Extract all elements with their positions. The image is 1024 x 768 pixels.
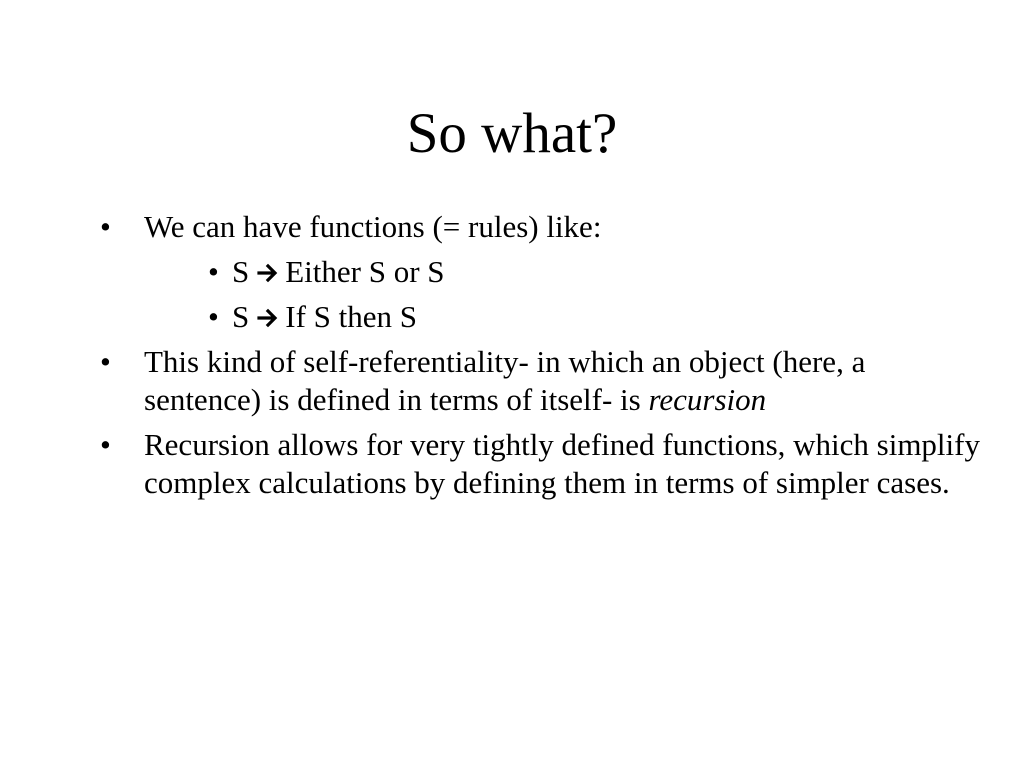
rule-left-symbol: S [232, 299, 250, 334]
bullet-item [100, 426, 980, 502]
bullet-marker: • [100, 427, 111, 462]
sub-bullet-marker: • [208, 299, 219, 334]
bullet-marker: • [100, 209, 111, 244]
bullet-list [100, 208, 980, 509]
sub-bullet-list [144, 253, 980, 336]
rule-left-symbol: S [232, 254, 250, 289]
slide-title: So what? [406, 102, 618, 165]
bullet-marker: • [100, 344, 111, 379]
emphasized-term: recursion [648, 382, 767, 417]
sub-bullet-marker: • [208, 254, 219, 289]
rule-right-text: If S then S [285, 299, 417, 334]
bullet-text: This kind of self-referentiality- in which an object (here, a sentence) is defined in terms of itself- is [144, 344, 866, 417]
right-arrow-icon [257, 308, 279, 328]
bullet-text: Recursion allows for very tightly defined functions, which simplify complex calculations by defining them in terms of simpler cases. [144, 427, 980, 500]
sub-bullet-item [144, 253, 980, 291]
sub-bullet-item [144, 298, 980, 336]
right-arrow-icon [257, 263, 279, 283]
bullet-text: We can have functions (= rules) like: [144, 209, 602, 244]
bullet-item [100, 343, 980, 419]
bullet-item [100, 208, 980, 336]
rule-right-text: Either S or S [285, 254, 445, 289]
